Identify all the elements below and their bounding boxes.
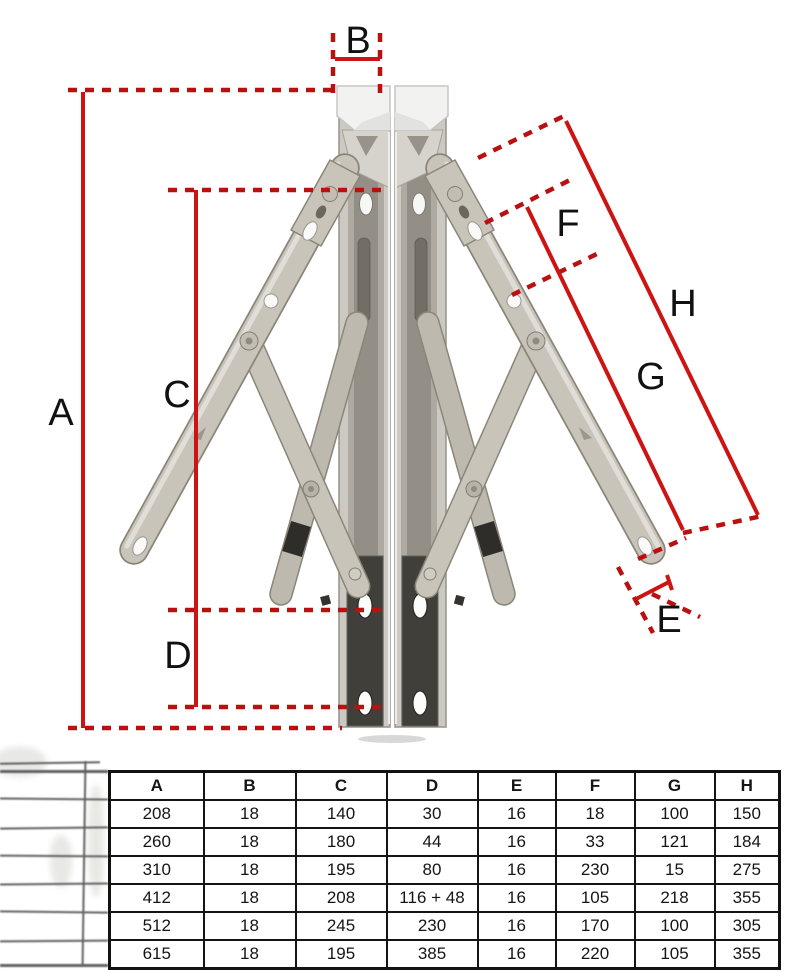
header-cell: D [387, 772, 478, 801]
data-cell: 208 [110, 800, 204, 828]
data-cell: 116 + 48 [387, 884, 478, 912]
data-cell: 18 [204, 940, 296, 969]
data-cell: 195 [296, 856, 387, 884]
data-cell: 230 [387, 912, 478, 940]
data-cell: 305 [715, 912, 780, 940]
data-cell: 195 [296, 940, 387, 969]
header-cell: H [715, 772, 780, 801]
dim-label-f: F [556, 203, 580, 245]
dim-label-c: C [163, 374, 191, 416]
data-cell: 355 [715, 940, 780, 969]
table-row [110, 828, 780, 856]
data-cell: 80 [387, 856, 478, 884]
data-cell: 180 [296, 828, 387, 856]
data-cell: 150 [715, 800, 780, 828]
table-row [110, 800, 780, 828]
data-cell: 220 [556, 940, 635, 969]
header-cell: F [556, 772, 635, 801]
data-cell: 208 [296, 884, 387, 912]
dim-label-h: H [669, 283, 697, 325]
data-cell: 16 [478, 912, 556, 940]
dim-label-e: E [656, 599, 682, 641]
dim-label-g: G [636, 356, 666, 398]
data-cell: 18 [204, 828, 296, 856]
data-cell: 385 [387, 940, 478, 969]
data-cell: 44 [387, 828, 478, 856]
data-cell: 18 [204, 800, 296, 828]
table-row [110, 940, 780, 969]
data-cell: 230 [556, 856, 635, 884]
data-cell: 18 [204, 912, 296, 940]
data-cell: 30 [387, 800, 478, 828]
dim-e-serif [667, 575, 672, 590]
right-hinge [395, 86, 658, 727]
data-cell: 33 [556, 828, 635, 856]
dim-g-h-end-tick [683, 516, 762, 533]
header-cell: B [204, 772, 296, 801]
data-cell: 100 [635, 912, 715, 940]
data-cell: 218 [635, 884, 715, 912]
dim-h-top-tick [478, 114, 568, 158]
header-cell: G [635, 772, 715, 801]
ghost-table-column [0, 755, 110, 970]
hinge-photo [127, 86, 658, 743]
data-cell: 16 [478, 828, 556, 856]
header-cell: A [110, 772, 204, 801]
header-cell: C [296, 772, 387, 801]
data-cell: 18 [204, 884, 296, 912]
data-cell: 615 [110, 940, 204, 969]
dim-label-b: B [345, 20, 371, 62]
data-cell: 184 [715, 828, 780, 856]
data-cell: 15 [635, 856, 715, 884]
dim-e-left-guide [618, 567, 653, 633]
data-cell: 16 [478, 800, 556, 828]
table-header-row [110, 772, 780, 801]
dim-label-d: D [164, 635, 192, 677]
table-row [110, 912, 780, 940]
dim-label-a: A [48, 392, 74, 434]
dimensions-table [108, 770, 781, 970]
table-row [110, 856, 780, 884]
data-cell: 105 [556, 884, 635, 912]
data-cell: 140 [296, 800, 387, 828]
data-cell: 18 [556, 800, 635, 828]
data-cell: 355 [715, 884, 780, 912]
table-row [110, 884, 780, 912]
header-cell: E [478, 772, 556, 801]
data-cell: 412 [110, 884, 204, 912]
data-cell: 18 [204, 856, 296, 884]
data-cell: 16 [478, 884, 556, 912]
data-cell: 245 [296, 912, 387, 940]
data-cell: 121 [635, 828, 715, 856]
data-cell: 310 [110, 856, 204, 884]
data-cell: 170 [556, 912, 635, 940]
data-cell: 16 [478, 940, 556, 969]
data-cell: 512 [110, 912, 204, 940]
data-cell: 16 [478, 856, 556, 884]
data-cell: 100 [635, 800, 715, 828]
data-cell: 260 [110, 828, 204, 856]
data-cell: 105 [635, 940, 715, 969]
hinge-shadow [358, 735, 426, 743]
data-cell: 275 [715, 856, 780, 884]
